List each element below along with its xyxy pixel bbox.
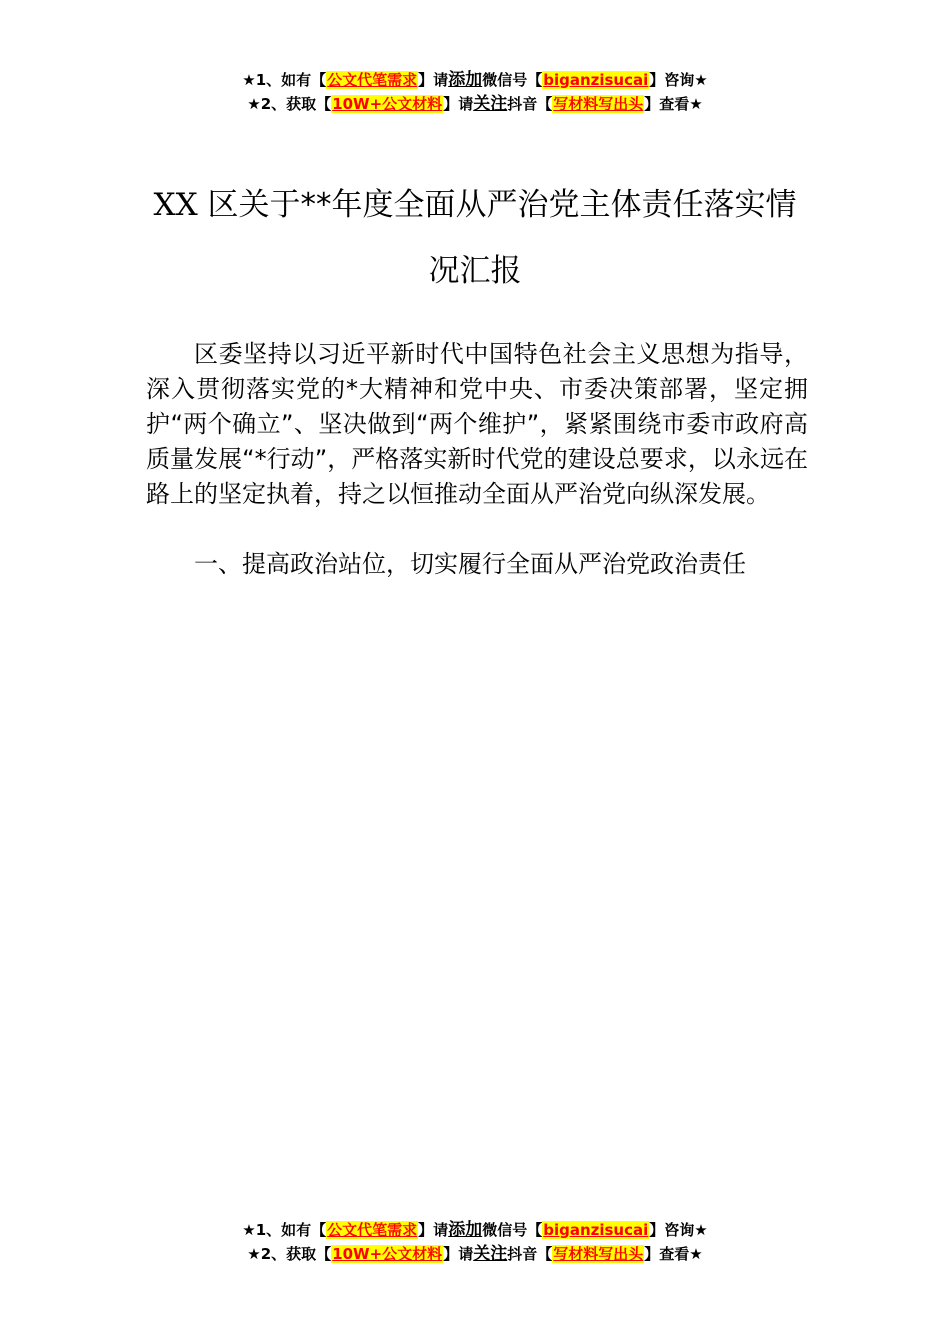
header-banner xyxy=(0,68,950,116)
document-title xyxy=(140,172,810,304)
banner-highlight-materials: 10W+公文材料 xyxy=(332,1245,443,1263)
section-heading-1: 一、提高政治站位，切实履行全面从严治党政治责任 xyxy=(194,550,746,578)
banner-highlight-douyin[interactable]: 写材料写出头 xyxy=(553,1245,644,1263)
title-prefix: XX xyxy=(153,187,198,223)
banner-highlight-douyin[interactable]: 写材料写出头 xyxy=(553,95,644,113)
banner-highlight-ghostwriting: 公文代笔需求 xyxy=(327,71,418,89)
banner-line-1: ★1、如有【公文代笔需求】请添加微信号【biganzisucai】咨询★ xyxy=(242,1220,708,1240)
banner-highlight-materials: 10W+公文材料 xyxy=(332,95,443,113)
body-paragraph: 区委坚持以习近平新时代中国特色社会主义思想为指导，深入贯彻落实党的*大精神和党中央、市委决策部署，坚定拥护“两个确立”、坚决做到“两个维护”，紧紧围绕市委市政府高质量发展“*行动”，严格落实新时代党的建设总要求，以永远在路上的坚定执着，持之以恒推动全面从严治党向纵深发展。 xyxy=(146,340,808,508)
banner-line-2: ★2、获取【10W+公文材料】请关注抖音【写材料写出头】查看★ xyxy=(247,1244,703,1264)
banner-line-2: ★2、获取【10W+公文材料】请关注抖音【写材料写出头】查看★ xyxy=(247,94,703,114)
footer-banner xyxy=(0,1218,950,1266)
banner-line-1: ★1、如有【公文代笔需求】请添加微信号【biganzisucai】咨询★ xyxy=(242,70,708,90)
banner-highlight-ghostwriting: 公文代笔需求 xyxy=(327,1221,418,1239)
banner-highlight-wechat-id[interactable]: biganzisucai xyxy=(543,71,649,89)
title-text: 区关于**年度全面从严治党主体责任落实情况汇报 xyxy=(197,187,797,289)
banner-highlight-wechat-id[interactable]: biganzisucai xyxy=(543,1221,649,1239)
